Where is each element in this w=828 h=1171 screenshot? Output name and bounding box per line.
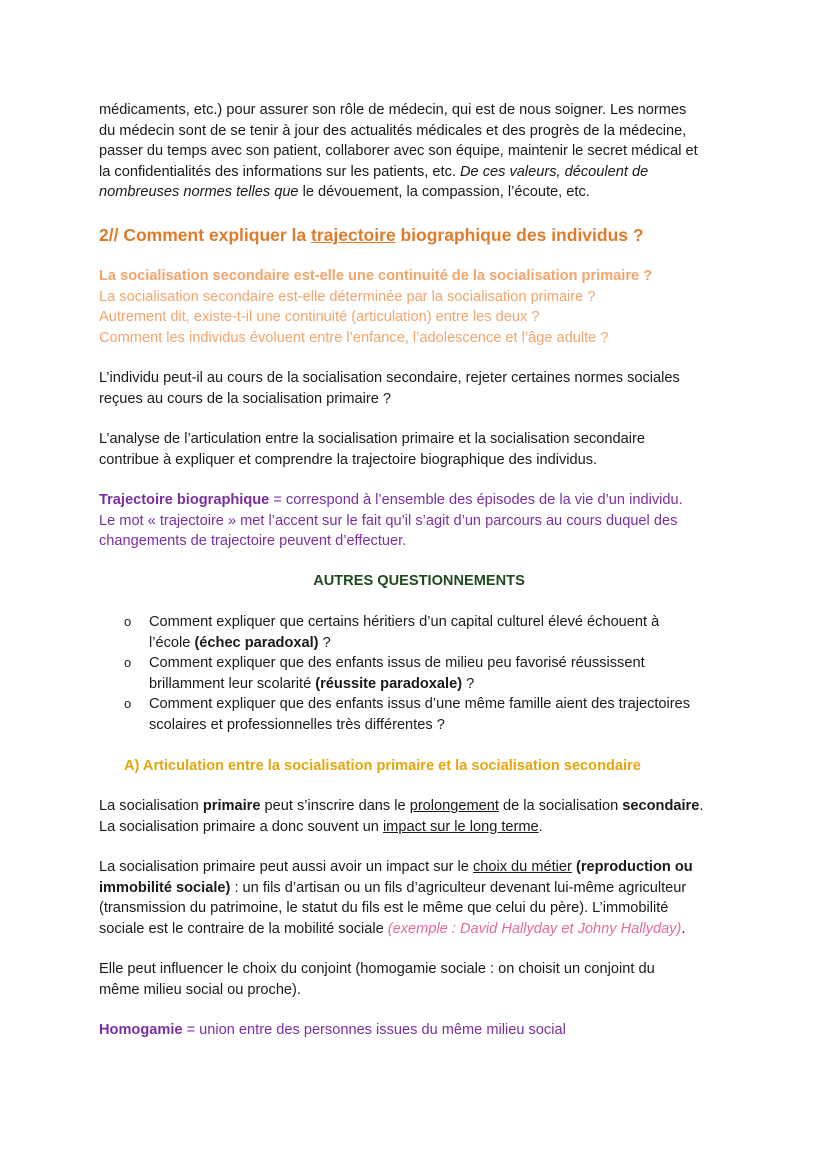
list-item bbox=[149, 694, 749, 735]
bold-text: (échec paradoxal) bbox=[194, 634, 319, 651]
text-line: changements de trajectoire peuvent d’effectuer. bbox=[99, 533, 407, 549]
text-span: . bbox=[681, 920, 686, 937]
text-line: L’analyse de l’articulation entre la socialisation primaire et la socialisation secondaire bbox=[99, 431, 645, 447]
underlined-text: prolongement bbox=[409, 798, 499, 814]
text-span: la confidentialités des informations sur les patients, etc. bbox=[99, 163, 460, 180]
bold-text: primaire bbox=[202, 798, 261, 814]
text-line: Comment expliquer que des enfants issus d’une même famille aient des trajectoires bbox=[149, 696, 691, 712]
bold-text: (reproduction ou bbox=[571, 859, 693, 875]
question-line: La socialisation secondaire est-elle une continuité de la socialisation primaire ? bbox=[99, 268, 653, 284]
bullet-marker: o bbox=[124, 655, 132, 670]
bullet-marker: o bbox=[124, 614, 132, 629]
definition-term: Homogamie bbox=[99, 1022, 183, 1038]
section-a-heading: A) Articulation entre la socialisation primaire et la socialisation secondaire bbox=[124, 758, 641, 774]
text-line: scolaires et professionnelles très différentes ? bbox=[149, 716, 445, 733]
text-line bbox=[99, 857, 739, 878]
italic-text: nombreuses normes telles que bbox=[99, 184, 299, 200]
text-line bbox=[149, 633, 749, 654]
paragraph-analyse bbox=[99, 429, 739, 470]
bullet-marker: o bbox=[124, 696, 132, 711]
text-line bbox=[149, 674, 749, 695]
text-line: L’individu peut-il au cours de la socialisation secondaire, rejeter certaines normes sociales bbox=[99, 370, 680, 386]
text-span: = union entre des personnes issues du même milieu social bbox=[182, 1022, 566, 1038]
definition-trajectoire bbox=[99, 490, 739, 552]
text-line bbox=[99, 919, 739, 940]
bold-text: secondaire bbox=[622, 798, 700, 814]
list-item bbox=[149, 653, 749, 694]
heading-text: biographique des individus ? bbox=[395, 225, 644, 245]
text-span: ? bbox=[462, 675, 475, 692]
definition-homogamie bbox=[99, 1020, 739, 1041]
text-span: l’école bbox=[149, 634, 195, 651]
text-span: La socialisation primaire a donc souvent un bbox=[99, 818, 383, 835]
text-span: . bbox=[699, 798, 704, 814]
text-line bbox=[99, 1020, 739, 1041]
text-line: passer du temps avec son patient, collaborer avec son équipe, maintenir le secret médical et bbox=[99, 143, 698, 159]
heading-text: 2// Comment expliquer la bbox=[99, 225, 311, 245]
bold-text: immobilité sociale) bbox=[99, 879, 231, 896]
text-line bbox=[99, 817, 739, 838]
text-span: le dévouement, la compassion, l’écoute, etc. bbox=[298, 184, 590, 200]
text-span: La socialisation primaire peut aussi avoir un impact sur le bbox=[99, 859, 473, 875]
italic-text: De ces valeurs, découlent de bbox=[459, 163, 649, 180]
paragraph-rejet bbox=[99, 368, 739, 409]
text-span: de la socialisation bbox=[498, 798, 623, 814]
paragraph-metier bbox=[99, 857, 739, 939]
question-line: La socialisation secondaire est-elle déterminée par la socialisation primaire ? bbox=[99, 288, 596, 305]
question-line: Comment les individus évoluent entre l’enfance, l’adolescence et l’âge adulte ? bbox=[99, 329, 609, 346]
paragraph-medecin bbox=[99, 100, 739, 203]
subsection-title: AUTRES QUESTIONNEMENTS bbox=[313, 573, 525, 589]
section-heading bbox=[99, 223, 739, 247]
text-span: . bbox=[538, 818, 543, 835]
text-line: du médecin sont de se tenir à jour des actualités médicales et des progrès de la médecine, bbox=[99, 122, 687, 139]
paragraph-conjoint bbox=[99, 959, 739, 1000]
text-line: Comment expliquer que certains héritiers d’un capital culturel élevé échouent à bbox=[149, 614, 660, 630]
example-text: (exemple : David Hallyday et Johny Hallyday) bbox=[387, 920, 682, 937]
paragraph-prolongement bbox=[99, 796, 739, 837]
underlined-text: impact sur le long terme bbox=[382, 818, 539, 835]
underlined-text: choix du métier bbox=[472, 859, 572, 875]
text-span: : un fils d’artisan ou un fils d’agriculteur devenant lui-même agriculteur bbox=[230, 879, 687, 896]
text-line: même milieu social ou proche). bbox=[99, 981, 301, 998]
list-item bbox=[149, 612, 749, 653]
text-line: reçues au cours de la socialisation primaire ? bbox=[99, 390, 392, 407]
text-span: brillamment leur scolarité bbox=[149, 675, 316, 692]
text-span: = correspond à l’ensemble des épisodes de la vie d’un individu. bbox=[269, 492, 683, 508]
heading-underlined: trajectoire bbox=[311, 225, 396, 245]
question-line: Autrement dit, existe-t-il une continuité (articulation) entre les deux ? bbox=[99, 309, 540, 325]
text-line: contribue à expliquer et comprendre la trajectoire biographique des individus. bbox=[99, 451, 598, 468]
text-line: Comment expliquer que des enfants issus de milieu peu favorisé réussissent bbox=[149, 655, 645, 671]
definition-term: Trajectoire biographique bbox=[99, 492, 270, 508]
text-line: (transmission du patrimoine, le statut du fils est le même que celui du père). L’immobilité bbox=[99, 900, 669, 916]
text-span: La socialisation bbox=[99, 798, 203, 814]
text-line: Le mot « trajectoire » met l’accent sur le fait qu’il s’agit d’un parcours au cours duquel des bbox=[99, 512, 678, 529]
text-line: Elle peut influencer le choix du conjoint (homogamie sociale : on choisit un conjoint du bbox=[99, 961, 655, 977]
text-line: médicaments, etc.) pour assurer son rôle de médecin, qui est de nous soigner. Les normes bbox=[99, 102, 687, 118]
text-line bbox=[99, 182, 739, 203]
questions-block bbox=[99, 266, 739, 348]
text-span: sociale est le contraire de la mobilité sociale bbox=[99, 920, 388, 937]
text-line bbox=[99, 490, 739, 511]
text-line bbox=[99, 878, 739, 899]
text-line bbox=[99, 162, 739, 183]
text-span: peut s’inscrire dans le bbox=[260, 798, 410, 814]
text-line bbox=[99, 796, 739, 817]
text-span: ? bbox=[318, 634, 331, 651]
bold-text: (réussite paradoxale) bbox=[315, 675, 463, 692]
